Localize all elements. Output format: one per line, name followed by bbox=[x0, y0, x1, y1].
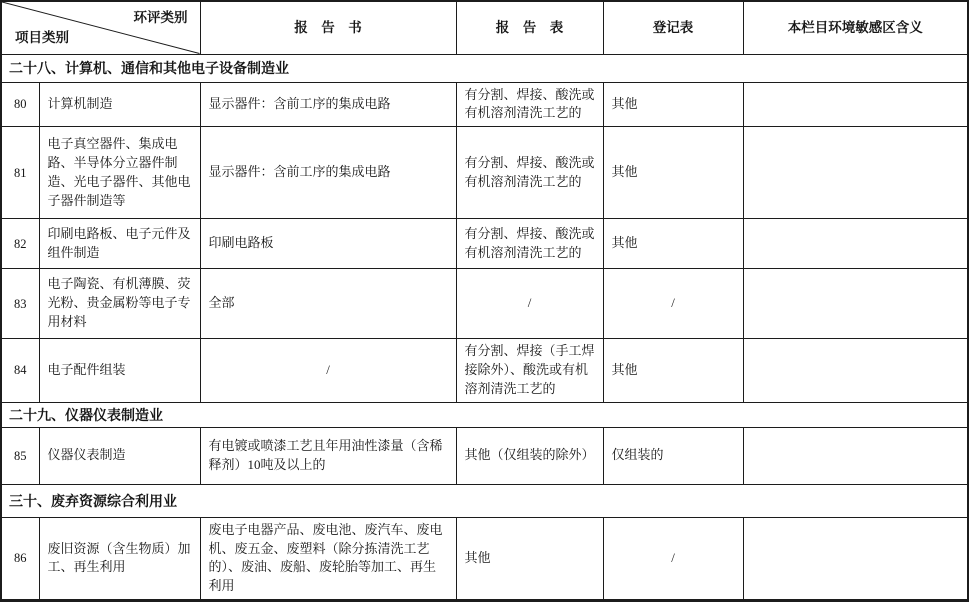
corner-cell bbox=[1, 1, 200, 54]
header-row bbox=[1, 1, 968, 54]
cell-sensitive bbox=[743, 427, 968, 484]
cell-sensitive bbox=[743, 269, 968, 339]
cell-register-form: 其他 bbox=[603, 82, 743, 127]
table-row-80 bbox=[1, 82, 968, 127]
section-title-29: 二十九、仪器仪表制造业 bbox=[1, 402, 968, 427]
cell-report-form: 有分割、焊接、酸洗或有机溶剂清洗工艺的 bbox=[456, 82, 603, 127]
header-register-form: 登记表 bbox=[603, 1, 743, 54]
cell-register-form: 其他 bbox=[603, 219, 743, 269]
cell-sensitive bbox=[743, 517, 968, 600]
cell-category: 计算机制造 bbox=[39, 82, 200, 127]
table-row-82 bbox=[1, 219, 968, 269]
cell-report-book: / bbox=[200, 339, 456, 403]
header-report-book: 报 告 书 bbox=[200, 1, 456, 54]
cell-category: 仪器仪表制造 bbox=[39, 427, 200, 484]
cell-category: 电子配件组装 bbox=[39, 339, 200, 403]
cell-report-form: / bbox=[456, 269, 603, 339]
cell-register-form: 其他 bbox=[603, 127, 743, 219]
cell-register-form: / bbox=[603, 269, 743, 339]
cell-report-form: 有分割、焊接（手工焊接除外）、酸洗或有机溶剂清洗工艺的 bbox=[456, 339, 603, 403]
section-row-28 bbox=[1, 54, 968, 82]
section-title-30: 三十、废弃资源综合利用业 bbox=[1, 484, 968, 517]
cell-sensitive bbox=[743, 127, 968, 219]
header-sensitive-meaning: 本栏目环境敏感区含义 bbox=[743, 1, 968, 54]
cell-report-form: 有分割、焊接、酸洗或有机溶剂清洗工艺的 bbox=[456, 127, 603, 219]
table-row-84 bbox=[1, 339, 968, 403]
section-row-30 bbox=[1, 484, 968, 517]
cell-no: 84 bbox=[1, 339, 39, 403]
header-eia-type-label: 环评类别 bbox=[133, 10, 188, 25]
cell-no: 86 bbox=[1, 517, 39, 600]
cell-report-form: 其他 bbox=[456, 517, 603, 600]
cell-no: 81 bbox=[1, 127, 39, 219]
section-title-28: 二十八、计算机、通信和其他电子设备制造业 bbox=[1, 54, 968, 82]
cell-category: 废旧资源（含生物质）加工、再生利用 bbox=[39, 517, 200, 600]
table-row-85 bbox=[1, 427, 968, 484]
cell-report-book: 印刷电路板 bbox=[200, 219, 456, 269]
cell-report-book: 显示器件：含前工序的集成电路 bbox=[200, 127, 456, 219]
cell-report-book: 废电子电器产品、废电池、废汽车、废电机、废五金、废塑料（除分拣清洗工艺的）、废油、废船、废轮胎等加工、再生利用 bbox=[200, 517, 456, 600]
cell-register-form: 仅组装的 bbox=[603, 427, 743, 484]
header-project-category-label: 项目类别 bbox=[15, 29, 69, 45]
cell-sensitive bbox=[743, 339, 968, 403]
cell-no: 85 bbox=[1, 427, 39, 484]
cell-category: 电子真空器件、集成电路、半导体分立器件制造、光电子器件、其他电子器件制造等 bbox=[39, 127, 200, 219]
cell-report-book: 显示器件：含前工序的集成电路 bbox=[200, 82, 456, 127]
table-row-81 bbox=[1, 127, 968, 219]
cell-sensitive bbox=[743, 82, 968, 127]
section-row-29 bbox=[1, 402, 968, 427]
header-report-form: 报 告 表 bbox=[456, 1, 603, 54]
cell-report-book: 有电镀或喷漆工艺且年用油性漆量（含稀释剂）10吨及以上的 bbox=[200, 427, 456, 484]
cell-report-form: 有分割、焊接、酸洗或有机溶剂清洗工艺的 bbox=[456, 219, 603, 269]
cell-report-form: 其他（仅组装的除外） bbox=[456, 427, 603, 484]
cell-no: 80 bbox=[1, 82, 39, 127]
cell-register-form: / bbox=[603, 517, 743, 600]
table-row-83 bbox=[1, 269, 968, 339]
cell-sensitive bbox=[743, 219, 968, 269]
cell-no: 82 bbox=[1, 219, 39, 269]
cell-register-form: 其他 bbox=[603, 339, 743, 403]
cell-no: 83 bbox=[1, 269, 39, 339]
table-row-86 bbox=[1, 517, 968, 600]
cell-report-book: 全部 bbox=[200, 269, 456, 339]
cell-category: 印刷电路板、电子元件及组件制造 bbox=[39, 219, 200, 269]
cell-category: 电子陶瓷、有机薄膜、荧光粉、贵金属粉等电子专用材料 bbox=[39, 269, 200, 339]
